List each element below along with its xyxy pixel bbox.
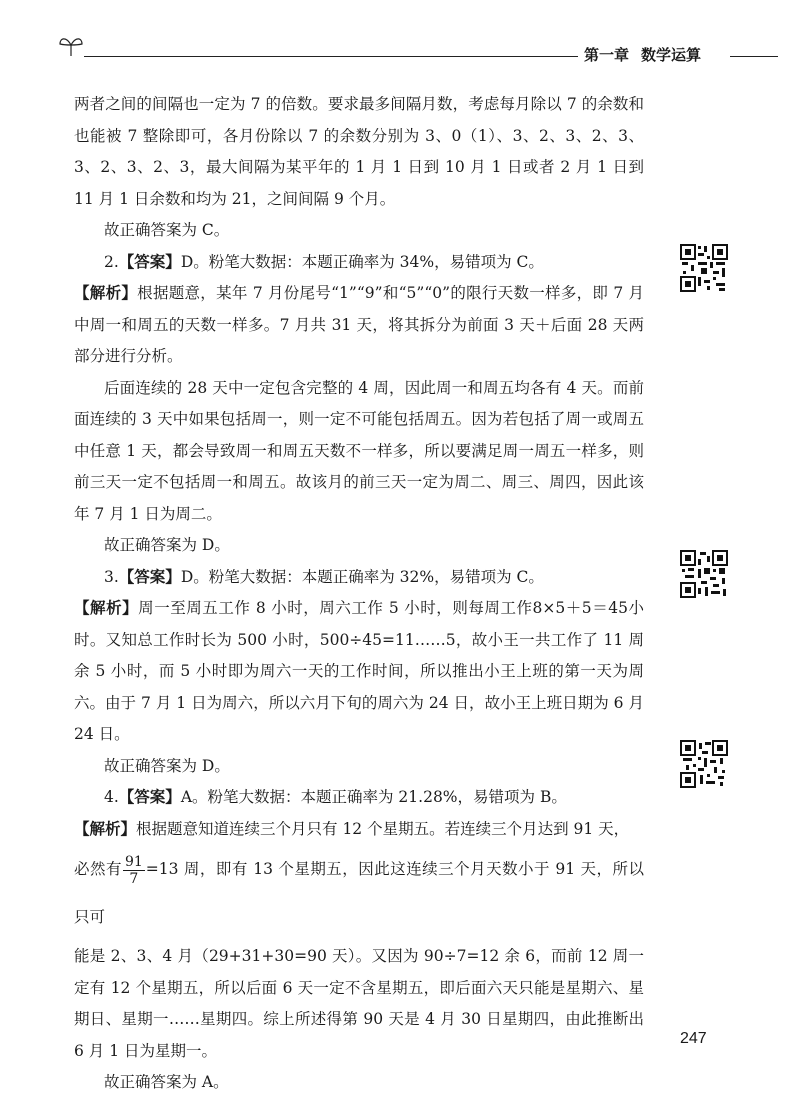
qr-code-q3[interactable] (680, 550, 728, 598)
qr-code-icon (680, 740, 728, 788)
fraction-numerator: 91 (124, 853, 143, 870)
q2-answer-text: D。粉笔大数据：本题正确率为 34%，易错项为 C。 (180, 252, 544, 271)
q4-analysis-text: 根据题意知道连续三个月只有 12 个星期五。若连续三个月达到 91 天， (136, 819, 630, 838)
q3-answer (74, 562, 644, 594)
page-header (0, 0, 800, 70)
analysis-mark: 【解析】 (74, 284, 138, 302)
conclusion-q2: 故正确答案为 D。 (104, 536, 230, 554)
fraction-prefix: 必然有 (74, 860, 122, 878)
fraction (123, 854, 145, 887)
q4-answer-text: A。粉笔大数据：本题正确率为 21.28%，易错项为 B。 (180, 788, 567, 806)
analysis-mark: 【解析】 (74, 599, 139, 617)
q2-analysis (74, 278, 644, 373)
chapter-number: 第一章 (584, 46, 630, 64)
q2-answer (74, 247, 644, 279)
conclusion-q1: 故正确答案为 C。 (104, 221, 230, 239)
qr-code-q4[interactable] (680, 740, 728, 788)
q2-analysis-paragraph: 后面连续的 28 天中一定包含完整的 4 周，因此周一和周五均各有 4 天。而前面连续的 3 天中如果包括周一，则一定不可能包括周五。因为若包括了周一或周五中任意 1 天，都会导致周一和周五天数不一样多，所以要满足周一周五一样多，则前三天一定不包括周一和周五。故该月的前三天一定为周二、周三、周四，因此该年 7 月 1 日为周二。 (74, 378, 644, 523)
header-rule (84, 56, 578, 57)
q3-analysis (74, 593, 644, 751)
analysis-mark: 【解析】 (74, 819, 137, 838)
fraction-suffix: =13 周，即有 13 个星期五，因此这连续三个月天数小于 91 天，所以只可 (74, 860, 644, 926)
q4-analysis-rest: 能是 2、3、4 月（29+31+30=90 天）。又因为 90÷7=12 余 6，而前 12 周一定有 12 个星期五，所以后面 6 天一定不含星期五，即后面六天只能是星期六、星期日、星期一……星期四。综上所述得第 90 天是 4 月 30 日星期四，由此推断出 6 月 1 日为星期一。 (74, 947, 644, 1060)
q4-analysis (74, 814, 644, 846)
chapter-heading (584, 44, 701, 65)
conclusion-q3: 故正确答案为 D。 (104, 756, 230, 775)
qr-code-icon (680, 550, 728, 598)
qr-code-q2[interactable] (680, 244, 728, 292)
conclusion-q4: 故正确答案为 A。 (104, 1073, 229, 1091)
q3-answer-text: D。粉笔大数据：本题正确率为 32%，易错项为 C。 (180, 567, 544, 586)
paragraph: 两者之间的间隔也一定为 7 的倍数。要求最多间隔月数，考虑每月除以 7 的余数和也能被 7 整除即可，各月份除以 7 的余数分别为 3、0（1）、3、2、3、2、3、3、2、3、2、3，最大间隔为某平年的 1 月 1 日到 10 月 1 日或者 2 月 1 日到 11 月 1 日余数和均为 21，之间间隔 9 个月。 (74, 95, 644, 208)
q4-fraction-line (74, 845, 644, 941)
q3-analysis-text: 周一至周五工作 8 小时，周六工作 5 小时，则每周工作8×5＋5＝45小时。又知总工作时长为 500 小时，500÷45=11……5，故小王一共工作了 11 周余 5 小时，而 5 小时即为周六一天的工作时间，所以推出小王上班的第一天为周六。由于 7 月 1 日为周六，所以六月下旬的周六为 24 日，故小王上班日期为 6 月 24 日。 (74, 599, 644, 743)
fraction-denominator: 7 (129, 870, 139, 887)
header-rule-end (730, 56, 778, 57)
answer-mark: 【答案】 (118, 788, 181, 806)
q2-number: 2. (104, 252, 119, 271)
q2-analysis-text: 根据题意，某年 7 月份尾号“1”“9”和“5”“0”的限行天数一样多，即 7 月中周一和周五的天数一样多。7 月共 31 天，将其拆分为前面 3 天＋后面 28 天两部分进行分析。 (74, 284, 644, 365)
chapter-title: 数学运算 (641, 46, 702, 64)
q3-number: 3. (104, 567, 119, 586)
answer-mark: 【答案】 (118, 252, 181, 271)
q4-answer (74, 782, 644, 814)
q4-number: 4. (104, 788, 119, 806)
sprout-icon (58, 32, 84, 62)
page-content (74, 89, 644, 1099)
answer-mark: 【答案】 (118, 567, 181, 586)
page-number: 247 (680, 1030, 707, 1047)
qr-code-icon (680, 244, 728, 292)
